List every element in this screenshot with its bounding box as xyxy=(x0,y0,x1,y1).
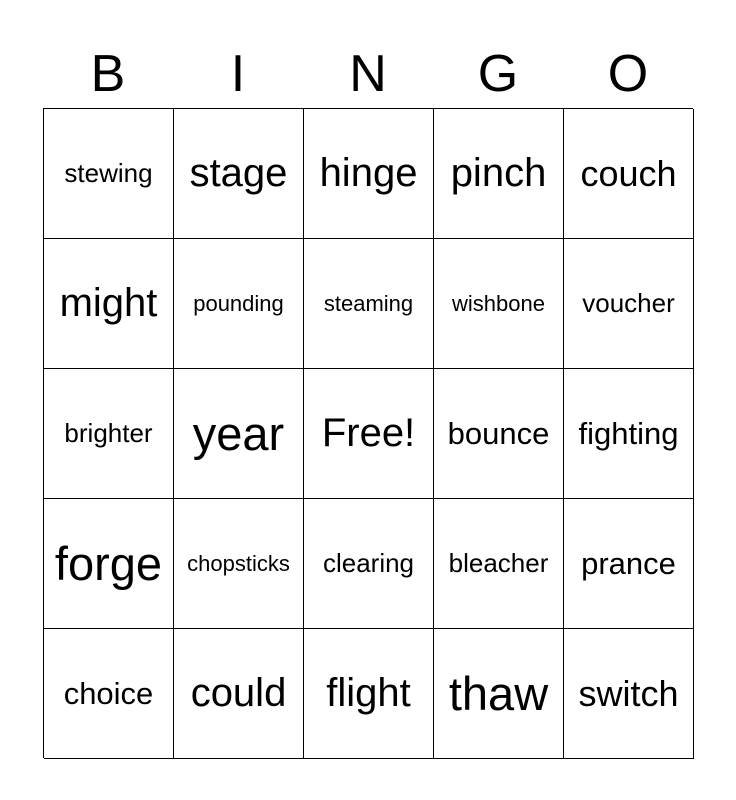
bingo-cell[interactable]: couch xyxy=(564,109,694,239)
bingo-cell[interactable]: could xyxy=(174,629,304,759)
bingo-cell[interactable]: chopsticks xyxy=(174,499,304,629)
header-letter-i: I xyxy=(230,45,246,103)
bingo-cell[interactable]: stewing xyxy=(44,109,174,239)
bingo-cell[interactable]: voucher xyxy=(564,239,694,369)
bingo-cell[interactable]: wishbone xyxy=(434,239,564,369)
bingo-board xyxy=(43,108,693,758)
bingo-cell[interactable]: prance xyxy=(564,499,694,629)
free-space-cell[interactable]: Free! xyxy=(304,369,434,499)
bingo-cell[interactable]: year xyxy=(174,369,304,499)
bingo-cell[interactable]: thaw xyxy=(434,629,564,759)
bingo-cell[interactable]: brighter xyxy=(44,369,174,499)
bingo-cell[interactable]: hinge xyxy=(304,109,434,239)
header-letter-b: B xyxy=(90,45,126,103)
bingo-cell[interactable]: pounding xyxy=(174,239,304,369)
bingo-cell[interactable]: clearing xyxy=(304,499,434,629)
header-letter-o: O xyxy=(607,45,649,103)
header-letter-g: G xyxy=(477,45,519,103)
bingo-cell[interactable]: fighting xyxy=(564,369,694,499)
bingo-cell[interactable]: stage xyxy=(174,109,304,239)
bingo-cell[interactable]: choice xyxy=(44,629,174,759)
bingo-cell[interactable]: flight xyxy=(304,629,434,759)
bingo-cell[interactable]: pinch xyxy=(434,109,564,239)
bingo-header xyxy=(43,40,693,108)
bingo-cell[interactable]: forge xyxy=(44,499,174,629)
bingo-cell[interactable]: bounce xyxy=(434,369,564,499)
bingo-cell[interactable]: steaming xyxy=(304,239,434,369)
bingo-cell[interactable]: might xyxy=(44,239,174,369)
bingo-cell[interactable]: bleacher xyxy=(434,499,564,629)
header-letter-n: N xyxy=(349,45,387,103)
bingo-cell[interactable]: switch xyxy=(564,629,694,759)
